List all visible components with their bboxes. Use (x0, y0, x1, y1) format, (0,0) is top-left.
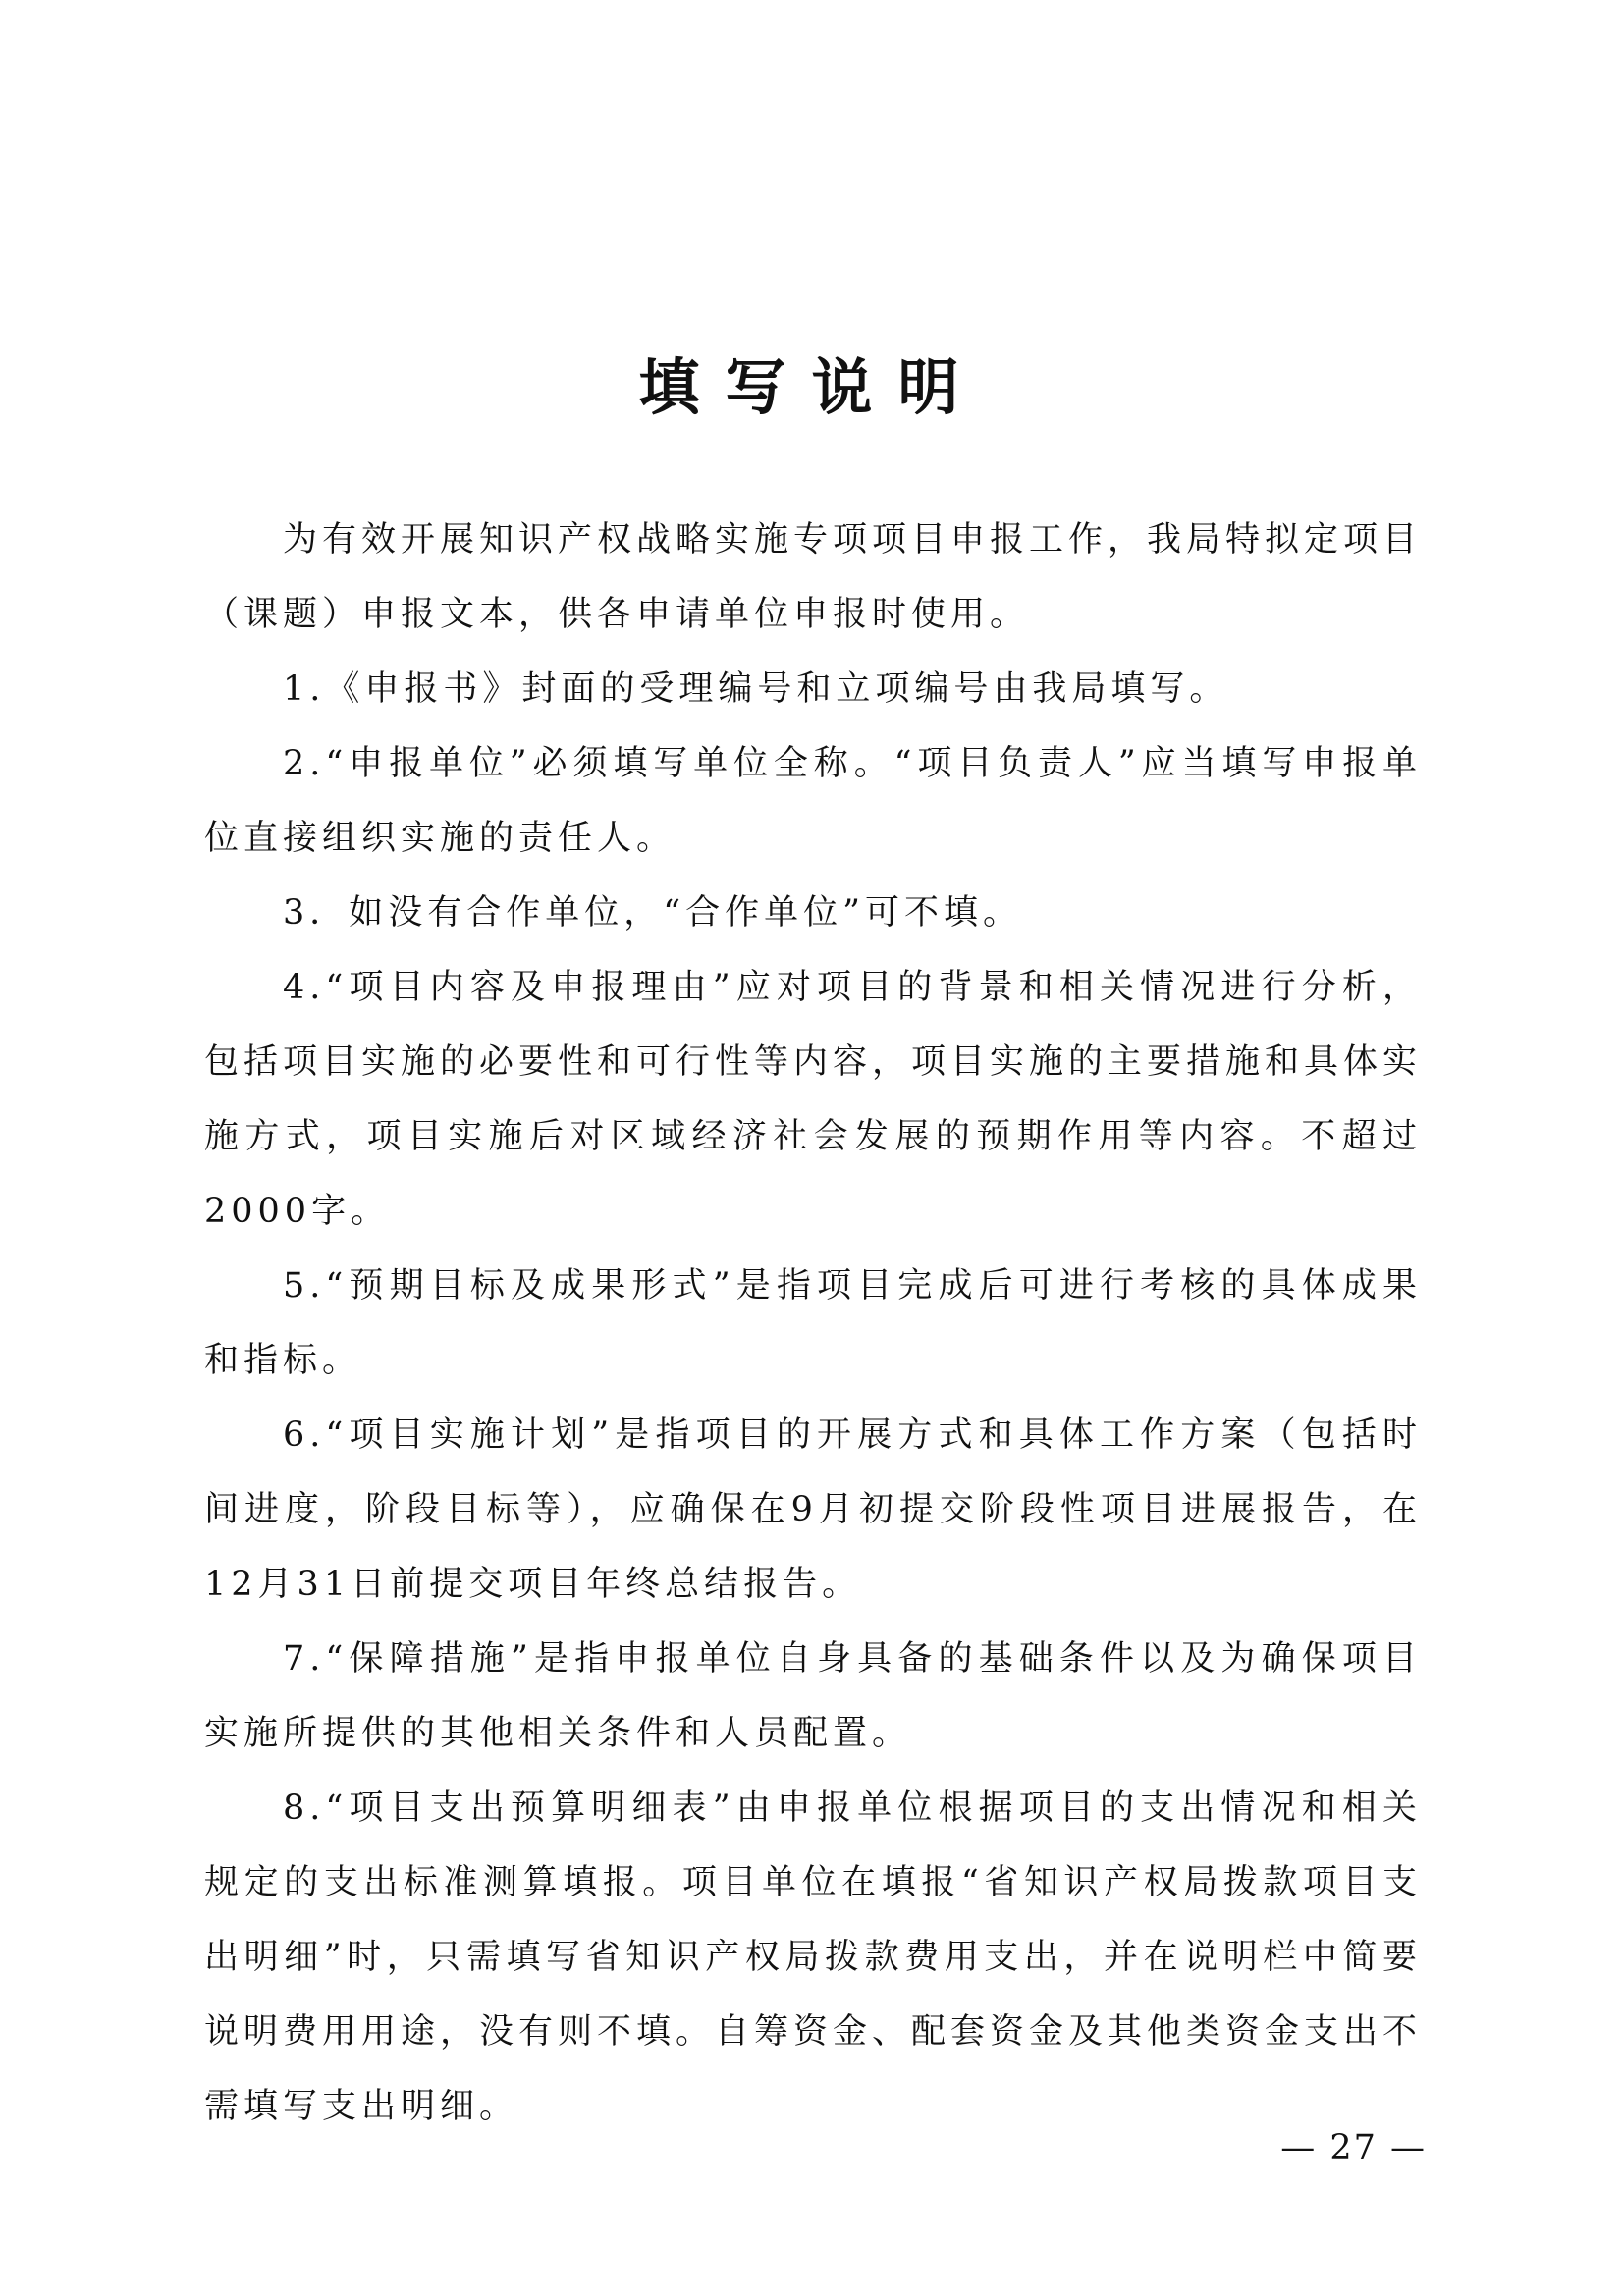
instruction-item-7: 7.“保障措施”是指申报单位自身具备的基础条件以及为确保项目实施所提供的其他相关条件和人员配置。 (204, 1639, 1422, 1753)
instruction-item-2: 2.“申报单位”必须填写单位全称。“项目负责人”应当填写申报单位直接组织实施的责任人。 (204, 744, 1422, 858)
intro-paragraph: 为有效开展知识产权战略实施专项项目申报工作，我局特拟定项目（课题）申报文本，供各申请单位申报时使用。 (204, 520, 1423, 634)
document-body (204, 503, 1422, 2144)
instruction-item-8: 8.“项目支出预算明细表”由申报单位根据项目的支出情况和相关规定的支出标准测算填报。项目单位在填报“省知识产权局拨款项目支出明细”时，只需填写省知识产权局拨款费用支出，并在说明栏中简要说明费用用途，没有则不填。自筹资金、配套资金及其他类资金支出不需填写支出明细。 (204, 1789, 1423, 2126)
instruction-item-3: 3．如没有合作单位，“合作单位”可不填。 (283, 893, 1023, 933)
instruction-item-4: 4.“项目内容及申报理由”应对项目的背景和相关情况进行分析，包括项目实施的必要性和可行性等内容，项目实施的主要措施和具体实施方式，项目实施后对区域经济社会发展的预期作用等内容。不超过2000字。 (204, 968, 1423, 1231)
instruction-item-1: 1.《申报书》封面的受理编号和立项编号由我局填写。 (283, 669, 1229, 709)
instruction-item-6: 6.“项目实施计划”是指项目的开展方式和具体工作方案（包括时间进度，阶段目标等），应确保在9月初提交阶段性项目进展报告，在12月31日前提交项目年终总结报告。 (204, 1415, 1422, 1604)
document-title: 填写说明 (638, 351, 985, 423)
page-number: — 27 — (1280, 2128, 1427, 2167)
instruction-item-5: 5.“预期目标及成果形式”是指项目完成后可进行考核的具体成果和指标。 (204, 1266, 1422, 1380)
